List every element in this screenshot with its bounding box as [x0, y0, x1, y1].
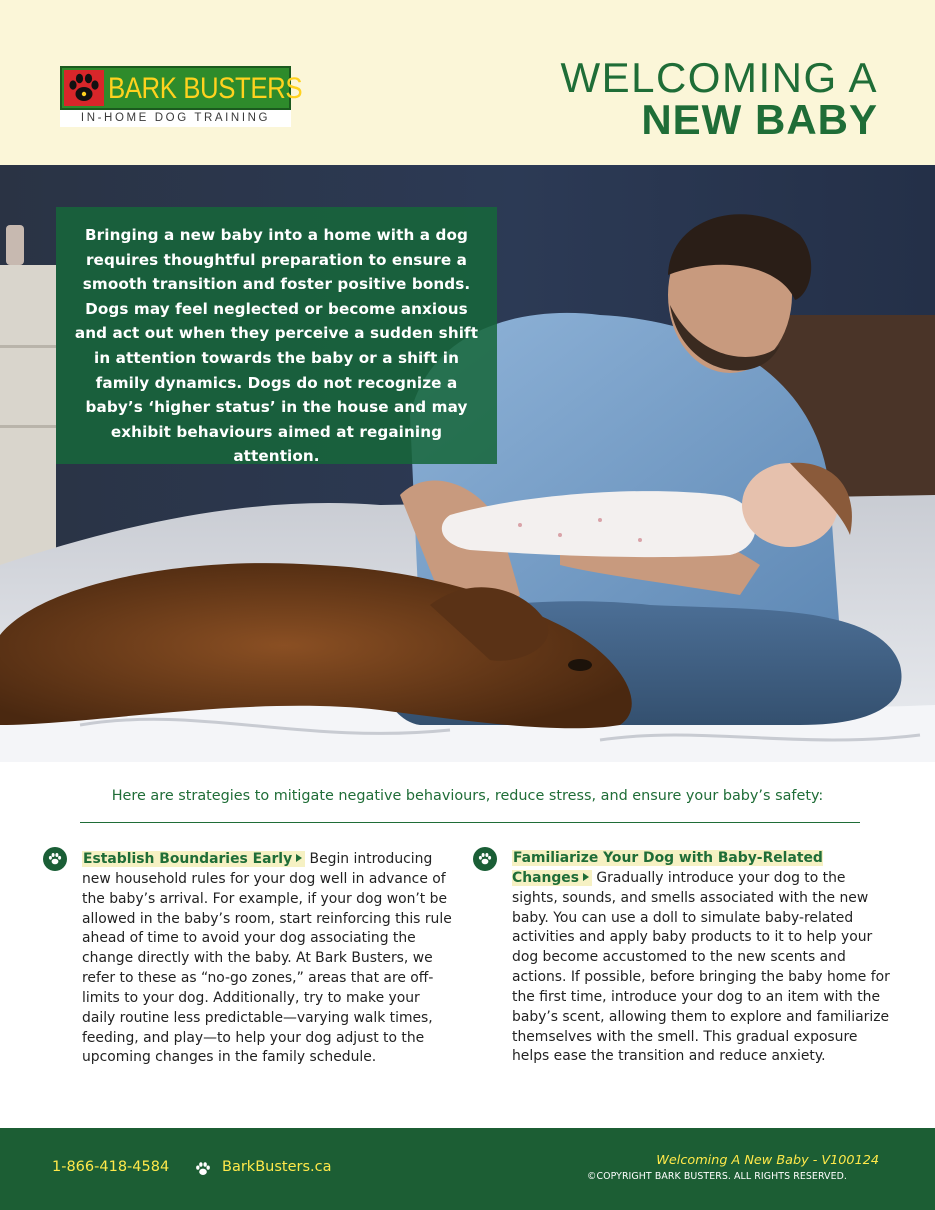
logo-subtitle: IN-HOME DOG TRAINING — [60, 110, 291, 127]
page-title-line1: WELCOMING A — [560, 54, 878, 101]
tip-familiarize — [512, 849, 890, 1067]
paw-icon — [43, 847, 67, 871]
tip-heading-text: Establish Boundaries Early — [83, 851, 293, 867]
bark-busters-logo — [60, 66, 303, 127]
tip-heading-text: Familiarize Your Dog with Baby-Related Changes — [512, 850, 823, 886]
strategies-lead: Here are strategies to mitigate negative behaviours, reduce stress, and ensure your baby’s safety: — [111, 788, 824, 804]
hero-photo — [0, 165, 935, 762]
website-link[interactable]: BarkBusters.ca — [222, 1159, 332, 1175]
tip-heading — [82, 851, 305, 867]
copyright-notice: ©COPYRIGHT BARK BUSTERS. ALL RIGHTS RESERVED. — [586, 1171, 847, 1182]
page-footer — [0, 1128, 935, 1210]
intro-callout — [56, 207, 497, 464]
arrow-right-icon — [583, 873, 589, 881]
intro-text: Bringing a new baby into a home with a dog requires thoughtful preparation to ensure a smooth transition and foster positive bonds. Dogs may feel neglected or become anxious and act out when they perceive a sudden shift in attention towards the baby or a shift in family dynamics. Dogs do not recognize a baby’s ‘higher status’ in the house and may exhibit behaviours aimed at regaining attention. — [74, 226, 479, 466]
tip-boundaries — [82, 850, 452, 1068]
tip-body: Begin introducing new household rules for your dog well in advance of the baby’s arrival. For example, if your dog won’t be allowed in the baby’s room, start reinforcing this rule ahead of time to avoid your dog associating the change directly with the baby. At Bark Busters, we refer to these as “no-go zones,” areas that are off-limits to your dog. Additionally, try to make your daily routine less predictable—varying walk times, feeding, and play—to help your dog adjust to the upcoming changes in the family schedule. — [82, 851, 452, 1066]
document-id: Welcoming A New Baby - V100124 — [656, 1153, 879, 1168]
page-title-line2: NEW BABY — [641, 96, 878, 143]
page-header — [0, 0, 935, 165]
phone-number[interactable]: 1-866-418-4584 — [52, 1159, 170, 1175]
logo-banner — [60, 66, 303, 110]
section-divider — [80, 822, 860, 823]
arrow-right-icon — [296, 854, 302, 862]
paw-icon — [194, 1160, 212, 1183]
tip-body: Gradually introduce your dog to the sights, sounds, and smells associated with the new baby. You can use a doll to simulate baby-related activities and apply baby products to it to help your dog become accustomed to the new scents and actions. If possible, before bringing the baby home for the first time, introduce your dog to an item with the baby’s scent, allowing them to explore and familiarize themselves with the smell. This gradual exposure helps ease the transition and reduce anxiety. — [512, 869, 890, 1065]
logo-paw-icon — [64, 70, 104, 106]
logo-title: BARK BUSTERS — [108, 72, 303, 105]
paw-icon — [473, 847, 497, 871]
